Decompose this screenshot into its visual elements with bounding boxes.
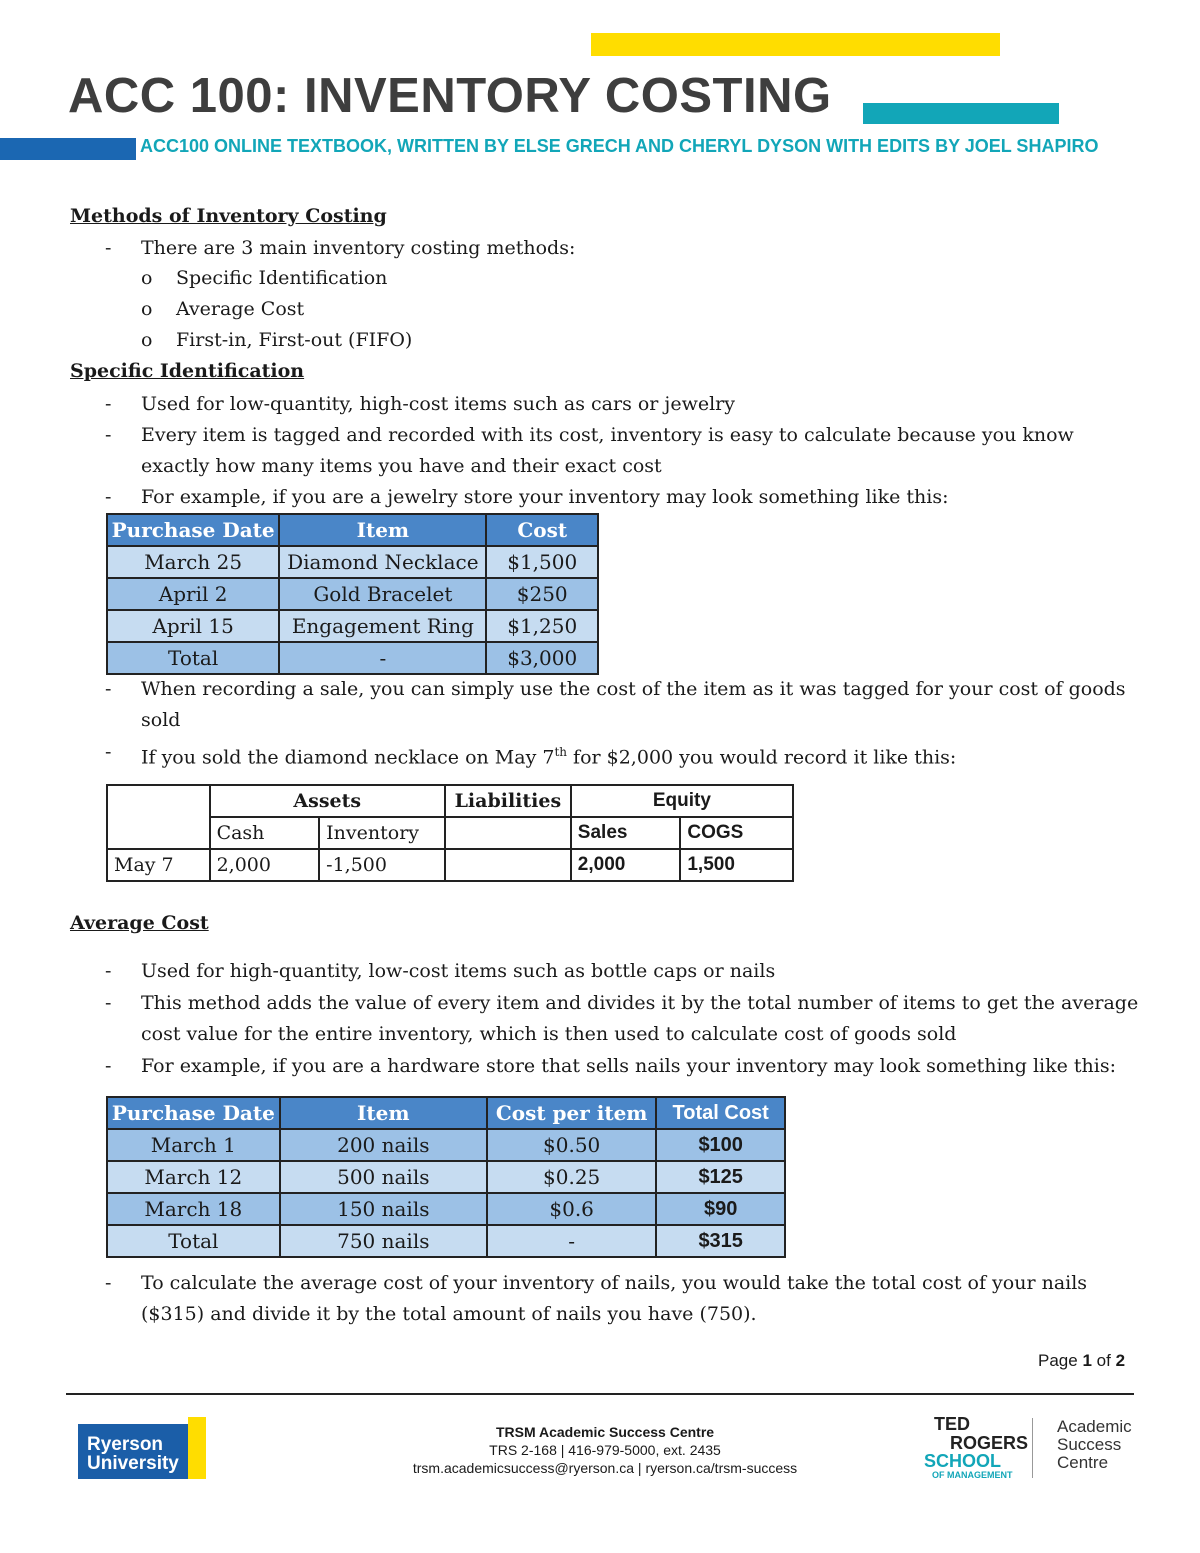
table-cell: $0.6 — [487, 1193, 656, 1225]
table-cell: $1,500 — [486, 546, 598, 578]
table-row — [107, 1225, 785, 1257]
table-cell: $0.50 — [487, 1129, 656, 1161]
journal-subheader: Sales — [571, 817, 681, 849]
ted-rogers-logo: TED ROGERS SCHOOL OF MANAGEMENT — [924, 1414, 1029, 1480]
journal-subheader: Inventory — [319, 817, 445, 849]
journal-subheader — [445, 817, 571, 849]
journal-group-header: Liabilities — [445, 785, 571, 817]
table-cell: $1,250 — [486, 610, 598, 642]
table-cell: Gold Bracelet — [279, 578, 486, 610]
table-cell: April 15 — [107, 610, 279, 642]
table-cell: March 1 — [107, 1129, 280, 1161]
table-cell: - — [279, 642, 486, 674]
table-cell: April 2 — [107, 578, 279, 610]
journal-cell: 1,500 — [680, 849, 793, 881]
table-cell: $100 — [656, 1129, 785, 1161]
journal-subheader: Cash — [210, 817, 320, 849]
table-header: Purchase Date — [107, 1097, 280, 1129]
journal-cell: 2,000 — [210, 849, 320, 881]
table-cell: 200 nails — [280, 1129, 487, 1161]
page-subtitle: ACC100 ONLINE TEXTBOOK, WRITTEN BY ELSE GRECH AND CHERYL DYSON WITH EDITS BY JOEL SHAPIRO — [140, 136, 1099, 156]
journal-cell: -1,500 — [319, 849, 445, 881]
page-title: ACC 100: INVENTORY COSTING — [68, 69, 832, 123]
footer-centre-name: TRSM Academic Success Centre — [495, 1424, 715, 1440]
table-cell: $3,000 — [486, 642, 598, 674]
table-header-row — [107, 1097, 785, 1129]
table-header-row — [107, 514, 598, 546]
table-row — [107, 546, 598, 578]
methods-heading: Methods of Inventory Costing — [70, 205, 387, 227]
ryerson-logo-accent — [188, 1417, 206, 1479]
table-cell: March 12 — [107, 1161, 280, 1193]
table-header: Total Cost — [656, 1097, 785, 1129]
table-cell: 750 nails — [280, 1225, 487, 1257]
journal-group-row — [107, 785, 793, 817]
table-cell: $90 — [656, 1193, 785, 1225]
table-cell: Engagement Ring — [279, 610, 486, 642]
table-row — [107, 1193, 785, 1225]
journal-group-header: Assets — [210, 785, 445, 817]
journal-cell: 2,000 — [571, 849, 681, 881]
blue-accent-bar — [0, 138, 136, 160]
jewelry-inventory-table — [106, 513, 599, 675]
journal-entry-table — [106, 784, 794, 882]
table-row — [107, 610, 598, 642]
table-row — [107, 578, 598, 610]
journal-group-header: Equity — [571, 785, 793, 817]
table-header: Cost per item — [487, 1097, 656, 1129]
table-header: Item — [280, 1097, 487, 1129]
yellow-accent-bar — [591, 33, 1000, 56]
teal-accent-bar — [863, 103, 1059, 124]
table-row — [107, 642, 598, 674]
ryerson-logo: Ryerson University — [78, 1424, 198, 1479]
footer-divider — [66, 1393, 1134, 1395]
method-item: o Average Cost — [141, 298, 305, 320]
table-row — [107, 1161, 785, 1193]
table-cell: 500 nails — [280, 1161, 487, 1193]
table-cell: March 18 — [107, 1193, 280, 1225]
journal-entry-row — [107, 849, 793, 881]
journal-subheader-row — [107, 817, 793, 849]
table-cell: $250 — [486, 578, 598, 610]
academic-success-logo: Academic Success Centre — [1057, 1417, 1132, 1472]
journal-cell — [445, 849, 571, 881]
footer-web: trsm.academicsuccess@ryerson.ca | ryerson.ca/trsm-success — [412, 1460, 798, 1476]
table-cell: - — [487, 1225, 656, 1257]
table-cell: Total — [107, 1225, 280, 1257]
table-header: Purchase Date — [107, 514, 279, 546]
method-item: o Specific Identification — [141, 267, 388, 289]
table-cell: $125 — [656, 1161, 785, 1193]
table-cell: $315 — [656, 1225, 785, 1257]
table-header: Item — [279, 514, 486, 546]
logo-separator — [1032, 1418, 1033, 1478]
table-cell: March 25 — [107, 546, 279, 578]
nails-inventory-table — [106, 1096, 786, 1258]
average-heading: Average Cost — [70, 912, 209, 934]
method-item: o First-in, First-out (FIFO) — [141, 329, 413, 351]
journal-subheader: COGS — [680, 817, 793, 849]
journal-cell: May 7 — [107, 849, 210, 881]
journal-corner-cell — [107, 785, 210, 849]
footer-contact — [380, 1423, 830, 1477]
table-cell: $0.25 — [487, 1161, 656, 1193]
table-header: Cost — [486, 514, 598, 546]
table-cell: Total — [107, 642, 279, 674]
footer-phone: TRS 2-168 | 416-979-5000, ext. 2435 — [489, 1442, 721, 1458]
table-row — [107, 1129, 785, 1161]
table-cell: Diamond Necklace — [279, 546, 486, 578]
page-number: Page 1 of 2 — [1038, 1351, 1126, 1370]
table-cell: 150 nails — [280, 1193, 487, 1225]
specific-heading: Specific Identification — [70, 360, 305, 382]
